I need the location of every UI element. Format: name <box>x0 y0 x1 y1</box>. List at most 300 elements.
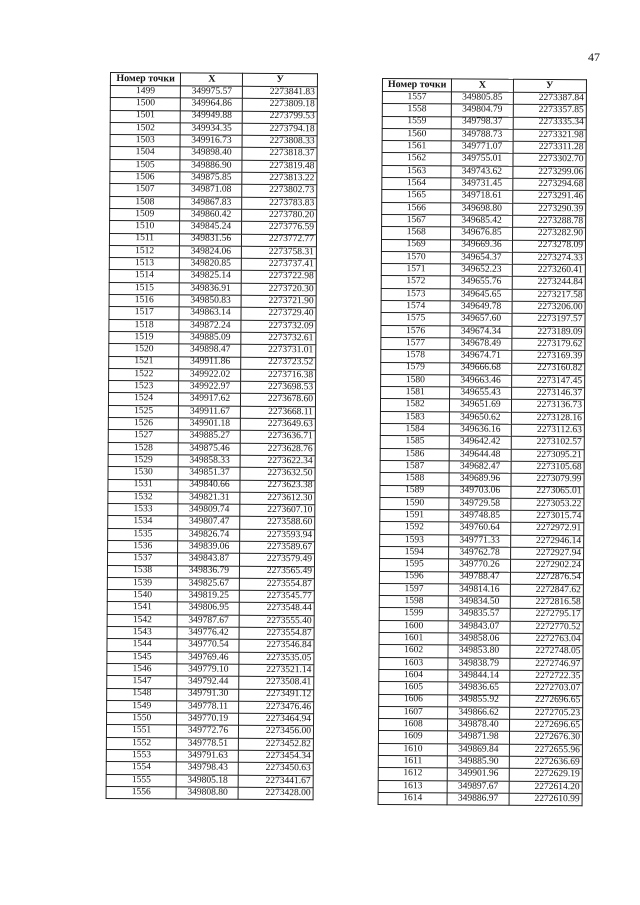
y-coordinate-cell: 2272972.91 <box>510 523 584 536</box>
point-number-cell: 1588 <box>380 473 449 486</box>
point-number-cell: 1607 <box>379 706 448 719</box>
point-number-cell: 1529 <box>108 454 178 467</box>
x-coordinate-cell: 349645.65 <box>450 289 511 302</box>
point-number-cell: 1533 <box>108 504 178 517</box>
y-coordinate-cell: 2273622.34 <box>241 455 316 468</box>
x-coordinate-cell: 349975.57 <box>181 86 243 99</box>
y-coordinate-cell: 2273802.73 <box>242 185 317 198</box>
y-coordinate-cell: 2273819.48 <box>242 160 317 173</box>
y-coordinate-cell: 2273136.73 <box>511 400 585 413</box>
x-coordinate-cell: 349655.43 <box>450 387 511 400</box>
point-number-cell: 1540 <box>107 590 177 603</box>
point-number-cell: 1513 <box>109 258 179 271</box>
y-coordinate-cell: 2273197.57 <box>512 314 586 327</box>
y-coordinate-cell: 2272676.30 <box>509 732 583 745</box>
x-coordinate-cell: 349788.73 <box>451 129 512 142</box>
point-number-cell: 1532 <box>108 491 178 504</box>
x-coordinate-cell: 349885.27 <box>179 430 241 443</box>
y-coordinate-cell: 2273780.20 <box>242 209 317 222</box>
y-coordinate-cell: 2272746.97 <box>509 658 583 671</box>
y-coordinate-cell: 2273321.98 <box>513 129 587 142</box>
y-coordinate-cell: 2273521.14 <box>239 664 314 677</box>
point-number-cell: 1546 <box>107 663 177 676</box>
x-coordinate-cell: 349885.09 <box>179 332 241 345</box>
x-coordinate-cell: 349866.62 <box>448 707 509 720</box>
x-coordinate-cell: 349669.36 <box>451 239 512 252</box>
point-number-cell: 1499 <box>110 86 180 99</box>
point-number-cell: 1510 <box>110 221 180 234</box>
y-coordinate-cell: 2273454.34 <box>239 750 314 763</box>
x-coordinate-cell: 349863.14 <box>179 307 241 320</box>
point-number-cell: 1561 <box>382 141 451 154</box>
x-coordinate-cell: 349650.62 <box>450 412 511 425</box>
point-number-cell: 1504 <box>110 147 180 160</box>
x-coordinate-cell: 349788.47 <box>449 571 510 584</box>
x-coordinate-cell: 349820.85 <box>180 258 242 271</box>
point-number-cell: 1557 <box>382 92 451 105</box>
point-number-cell: 1589 <box>380 485 449 498</box>
y-coordinate-cell: 2272722.35 <box>509 670 583 683</box>
x-coordinate-cell: 349831.56 <box>180 233 242 246</box>
table-header-row <box>382 79 586 93</box>
x-coordinate-cell: 349685.42 <box>451 215 512 228</box>
point-number-cell: 1565 <box>382 190 451 203</box>
point-number-cell: 1595 <box>379 559 448 572</box>
x-coordinate-cell: 349872.24 <box>179 320 241 333</box>
point-number-cell: 1571 <box>381 264 450 277</box>
x-coordinate-cell: 349762.78 <box>449 547 510 560</box>
x-coordinate-cell: 349674.71 <box>450 350 511 363</box>
point-number-cell: 1578 <box>381 350 450 363</box>
x-coordinate-cell: 349922.97 <box>179 381 241 394</box>
point-number-cell: 1525 <box>108 405 178 418</box>
x-coordinate-cell: 349934.35 <box>180 123 242 136</box>
y-coordinate-cell: 2273335.34 <box>513 117 587 130</box>
point-number-cell: 1550 <box>107 713 177 726</box>
x-coordinate-cell: 349651.69 <box>450 399 511 412</box>
point-number-cell: 1573 <box>381 288 450 301</box>
x-coordinate-cell: 349901.18 <box>179 418 241 431</box>
point-number-cell: 1562 <box>382 153 451 166</box>
point-number-cell: 1519 <box>109 331 179 344</box>
x-coordinate-cell: 349805.18 <box>177 775 239 788</box>
y-coordinate-cell: 2273015.74 <box>510 510 584 523</box>
y-coordinate-cell: 2273299.06 <box>512 166 586 179</box>
point-number-cell: 1509 <box>110 208 180 221</box>
point-number-cell: 1548 <box>107 688 177 701</box>
x-coordinate-cell: 349825.67 <box>178 578 240 591</box>
point-number-cell: 1587 <box>380 460 449 473</box>
point-number-cell: 1517 <box>109 307 179 320</box>
x-coordinate-cell: 349875.46 <box>179 443 241 456</box>
x-coordinate-cell: 349897.67 <box>447 781 508 794</box>
y-coordinate-cell: 2273818.37 <box>242 148 317 161</box>
x-coordinate-cell: 349844.14 <box>448 670 509 683</box>
x-coordinate-cell: 349885.90 <box>448 756 509 769</box>
x-coordinate-cell: 349729.58 <box>449 498 510 511</box>
y-coordinate-cell: 2273758.31 <box>242 246 317 259</box>
y-coordinate-cell: 2272610.99 <box>509 793 583 806</box>
x-coordinate-cell: 349839.06 <box>178 541 240 554</box>
y-coordinate-cell: 2272696.65 <box>509 719 583 732</box>
x-coordinate-cell: 349836.79 <box>178 566 240 579</box>
point-number-cell: 1556 <box>106 786 176 799</box>
x-coordinate-cell: 349798.43 <box>177 762 239 775</box>
y-coordinate-cell: 2273579.49 <box>240 554 315 567</box>
x-coordinate-cell: 349649.78 <box>450 301 511 314</box>
x-coordinate-cell: 349825.14 <box>180 270 242 283</box>
point-number-cell: 1585 <box>380 436 449 449</box>
y-coordinate-cell: 2273456.00 <box>239 726 314 739</box>
x-coordinate-cell: 349808.80 <box>176 787 238 800</box>
point-number-cell: 1543 <box>107 627 177 640</box>
x-coordinate-cell: 349805.85 <box>452 92 513 105</box>
point-number-cell: 1545 <box>107 651 177 664</box>
y-coordinate-cell: 2273452.82 <box>239 738 314 751</box>
y-coordinate-cell: 2273720.30 <box>242 283 317 296</box>
point-number-cell: 1601 <box>379 633 448 646</box>
x-coordinate-cell: 349760.64 <box>449 522 510 535</box>
y-coordinate-cell: 2273128.16 <box>511 412 585 425</box>
point-number-cell: 1586 <box>380 448 449 461</box>
x-coordinate-cell: 349809.74 <box>178 504 240 517</box>
y-coordinate-cell: 2273535.05 <box>239 652 314 665</box>
point-number-cell: 1593 <box>380 534 449 547</box>
y-coordinate-cell: 2272655.96 <box>509 744 583 757</box>
x-coordinate-cell: 349850.83 <box>179 295 241 308</box>
x-coordinate-cell: 349731.45 <box>451 178 512 191</box>
y-coordinate-cell: 2273278.09 <box>512 240 586 253</box>
page-number: 47 <box>588 50 600 64</box>
x-coordinate-cell: 349840.66 <box>178 479 240 492</box>
point-number-cell: 1581 <box>381 387 450 400</box>
point-number-cell: 1547 <box>107 676 177 689</box>
y-coordinate-cell: 2273169.39 <box>511 351 585 364</box>
y-coordinate-cell: 2273189.09 <box>511 326 585 339</box>
point-number-cell: 1592 <box>380 522 449 535</box>
point-number-cell: 1527 <box>108 430 178 443</box>
x-coordinate-cell: 349682.47 <box>449 461 510 474</box>
coordinates-table-left <box>106 72 318 800</box>
point-number-cell: 1534 <box>108 516 178 529</box>
y-coordinate-cell: 2273612.30 <box>240 492 315 505</box>
x-coordinate-cell: 349778.11 <box>177 701 239 714</box>
point-number-cell: 1570 <box>381 251 450 264</box>
point-number-cell: 1583 <box>380 411 449 424</box>
point-number-cell: 1522 <box>109 368 179 381</box>
y-coordinate-cell: 2273731.01 <box>241 345 316 358</box>
x-coordinate-cell: 349834.50 <box>449 596 510 609</box>
y-coordinate-cell: 2273112.63 <box>511 424 585 437</box>
x-coordinate-cell: 349663.46 <box>450 375 511 388</box>
y-coordinate-cell: 2273476.46 <box>239 701 314 714</box>
y-coordinate-cell: 2273179.62 <box>511 338 585 351</box>
point-number-cell: 1576 <box>381 325 450 338</box>
x-coordinate-cell: 349776.42 <box>177 627 239 640</box>
x-coordinate-cell: 349843.07 <box>448 621 509 634</box>
y-coordinate-cell: 2273282.90 <box>512 228 586 241</box>
header-y: У <box>513 79 587 92</box>
y-coordinate-cell: 2273732.09 <box>241 320 316 333</box>
y-coordinate-cell: 2273291.46 <box>512 191 586 204</box>
x-coordinate-cell: 349804.79 <box>452 104 513 117</box>
x-coordinate-cell: 349916.73 <box>180 135 242 148</box>
y-coordinate-cell: 2272847.62 <box>510 584 584 597</box>
point-number-cell: 1568 <box>382 227 451 240</box>
y-coordinate-cell: 2273428.00 <box>239 787 314 800</box>
x-coordinate-cell: 349806.95 <box>178 602 240 615</box>
x-coordinate-cell: 349901.96 <box>448 768 509 781</box>
y-coordinate-cell: 2273217.58 <box>512 289 586 302</box>
point-number-cell: 1594 <box>380 546 449 559</box>
y-coordinate-cell: 2273357.85 <box>513 105 587 118</box>
x-coordinate-cell: 349917.62 <box>179 393 241 406</box>
x-coordinate-cell: 349878.40 <box>448 719 509 732</box>
point-number-cell: 1511 <box>109 233 179 246</box>
point-number-cell: 1523 <box>109 381 179 394</box>
point-number-cell: 1552 <box>106 737 176 750</box>
point-number-cell: 1564 <box>382 178 451 191</box>
x-coordinate-cell: 349666.68 <box>450 362 511 375</box>
y-coordinate-cell: 2273808.33 <box>243 135 318 148</box>
y-coordinate-cell: 2272927.94 <box>510 547 584 560</box>
x-coordinate-cell: 349836.65 <box>448 682 509 695</box>
header-y: У <box>243 73 318 86</box>
point-number-cell: 1515 <box>109 282 179 295</box>
point-number-cell: 1524 <box>108 393 178 406</box>
x-coordinate-cell: 349819.25 <box>178 590 240 603</box>
point-number-cell: 1526 <box>108 418 178 431</box>
y-coordinate-cell: 2272614.20 <box>509 781 583 794</box>
x-coordinate-cell: 349743.62 <box>451 166 512 179</box>
x-coordinate-cell: 349770.54 <box>177 639 239 652</box>
x-coordinate-cell: 349898.40 <box>180 147 242 160</box>
point-number-cell: 1613 <box>378 780 447 793</box>
y-coordinate-cell: 2272763.04 <box>510 633 584 646</box>
point-number-cell: 1610 <box>378 743 447 756</box>
point-number-cell: 1612 <box>378 768 447 781</box>
point-number-cell: 1560 <box>382 128 451 141</box>
y-coordinate-cell: 2273545.77 <box>240 590 315 603</box>
x-coordinate-cell: 349867.83 <box>180 197 242 210</box>
x-coordinate-cell: 349655.76 <box>451 276 512 289</box>
x-coordinate-cell: 349871.08 <box>180 184 242 197</box>
x-coordinate-cell: 349657.60 <box>450 313 511 326</box>
point-number-cell: 1584 <box>380 424 449 437</box>
point-number-cell: 1551 <box>106 725 176 738</box>
point-number-cell: 1541 <box>107 602 177 615</box>
point-number-cell: 1516 <box>109 295 179 308</box>
point-number-cell: 1614 <box>378 792 447 805</box>
x-coordinate-cell: 349769.46 <box>177 652 239 665</box>
point-number-cell: 1567 <box>382 214 451 227</box>
point-number-cell: 1555 <box>106 774 176 787</box>
point-number-cell: 1575 <box>381 313 450 326</box>
x-coordinate-cell: 349814.16 <box>449 584 510 597</box>
point-number-cell: 1603 <box>379 657 448 670</box>
point-number-cell: 1505 <box>110 159 180 172</box>
point-number-cell: 1563 <box>382 165 451 178</box>
point-number-cell: 1577 <box>381 337 450 350</box>
point-number-cell: 1530 <box>108 467 178 480</box>
x-coordinate-cell: 349636.16 <box>450 424 511 437</box>
x-coordinate-cell: 349771.07 <box>451 141 512 154</box>
header-x: X <box>452 79 513 92</box>
table-body-right <box>378 92 586 806</box>
x-coordinate-cell: 349772.76 <box>177 725 239 738</box>
x-coordinate-cell: 349779.10 <box>177 664 239 677</box>
point-number-cell: 1553 <box>106 750 176 763</box>
y-coordinate-cell: 2273206.00 <box>512 301 586 314</box>
y-coordinate-cell: 2273799.53 <box>243 111 318 124</box>
point-number-cell: 1558 <box>382 104 451 117</box>
y-coordinate-cell: 2273841.83 <box>243 86 318 99</box>
y-coordinate-cell: 2273095.21 <box>511 449 585 462</box>
point-number-cell: 1538 <box>107 565 177 578</box>
x-coordinate-cell: 349964.86 <box>181 98 243 111</box>
y-coordinate-cell: 2273079.99 <box>511 473 585 486</box>
y-coordinate-cell: 2273678.60 <box>241 394 316 407</box>
point-number-cell: 1528 <box>108 442 178 455</box>
point-number-cell: 1521 <box>109 356 179 369</box>
y-coordinate-cell: 2273737.41 <box>242 258 317 271</box>
header-x: X <box>181 73 243 86</box>
y-coordinate-cell: 2273588.60 <box>240 517 315 530</box>
point-number-cell: 1596 <box>379 571 448 584</box>
y-coordinate-cell: 2273565.49 <box>240 566 315 579</box>
point-number-cell: 1580 <box>381 374 450 387</box>
x-coordinate-cell: 349922.02 <box>179 369 241 382</box>
x-coordinate-cell: 349851.37 <box>178 467 240 480</box>
x-coordinate-cell: 349787.67 <box>177 615 239 628</box>
x-coordinate-cell: 349807.47 <box>178 516 240 529</box>
y-coordinate-cell: 2273290.39 <box>512 203 586 216</box>
y-coordinate-cell: 2273546.84 <box>239 640 314 653</box>
y-coordinate-cell: 2273721.90 <box>242 295 317 308</box>
x-coordinate-cell: 349770.19 <box>177 713 239 726</box>
point-number-cell: 1574 <box>381 301 450 314</box>
x-coordinate-cell: 349838.79 <box>448 658 509 671</box>
y-coordinate-cell: 2273794.18 <box>243 123 318 136</box>
point-number-cell: 1518 <box>109 319 179 332</box>
y-coordinate-cell: 2273649.63 <box>241 418 316 431</box>
x-coordinate-cell: 349755.01 <box>451 153 512 166</box>
point-number-cell: 1501 <box>110 110 180 123</box>
y-coordinate-cell: 2273464.94 <box>239 713 314 726</box>
x-coordinate-cell: 349845.24 <box>180 221 242 234</box>
y-coordinate-cell: 2273105.68 <box>511 461 585 474</box>
x-coordinate-cell: 349791.63 <box>177 750 239 763</box>
y-coordinate-cell: 2272636.69 <box>509 756 583 769</box>
point-number-cell: 1579 <box>381 362 450 375</box>
point-number-cell: 1520 <box>109 344 179 357</box>
y-coordinate-cell: 2272696.65 <box>509 695 583 708</box>
x-coordinate-cell: 349843.87 <box>178 553 240 566</box>
x-coordinate-cell: 349698.80 <box>451 203 512 216</box>
point-number-cell: 1604 <box>379 669 448 682</box>
point-number-cell: 1503 <box>110 135 180 148</box>
x-coordinate-cell: 349718.61 <box>451 190 512 203</box>
header-point-number: Номер точки <box>382 79 451 92</box>
y-coordinate-cell: 2273716.38 <box>241 369 316 382</box>
x-coordinate-cell: 349949.88 <box>181 111 243 124</box>
y-coordinate-cell: 2273636.71 <box>241 431 316 444</box>
y-coordinate-cell: 2273147.45 <box>511 375 585 388</box>
point-number-cell: 1549 <box>107 700 177 713</box>
point-number-cell: 1591 <box>380 510 449 523</box>
y-coordinate-cell: 2273772.77 <box>242 234 317 247</box>
y-coordinate-cell: 2273288.78 <box>512 215 586 228</box>
point-number-cell: 1554 <box>106 762 176 775</box>
x-coordinate-cell: 349792.44 <box>177 676 239 689</box>
y-coordinate-cell: 2273555.40 <box>240 615 315 628</box>
y-coordinate-cell: 2273729.40 <box>241 308 316 321</box>
y-coordinate-cell: 2273668.11 <box>241 406 316 419</box>
table-header-row <box>110 73 317 87</box>
x-coordinate-cell: 349703.06 <box>449 485 510 498</box>
x-coordinate-cell: 349858.06 <box>448 633 509 646</box>
point-number-cell: 1566 <box>382 202 451 215</box>
x-coordinate-cell: 349674.34 <box>450 326 511 339</box>
x-coordinate-cell: 349860.42 <box>180 209 242 222</box>
x-coordinate-cell: 349858.33 <box>178 455 240 468</box>
table-row <box>106 786 313 800</box>
y-coordinate-cell: 2273548.44 <box>240 603 315 616</box>
x-coordinate-cell: 349911.86 <box>179 356 241 369</box>
point-number-cell: 1582 <box>380 399 449 412</box>
y-coordinate-cell: 2273554.87 <box>240 627 315 640</box>
y-coordinate-cell: 2272795.17 <box>510 609 584 622</box>
point-number-cell: 1507 <box>110 184 180 197</box>
x-coordinate-cell: 349886.90 <box>180 160 242 173</box>
x-coordinate-cell: 349898.47 <box>179 344 241 357</box>
point-number-cell: 1608 <box>379 719 448 732</box>
point-number-cell: 1512 <box>109 245 179 258</box>
y-coordinate-cell: 2273722.98 <box>242 271 317 284</box>
point-number-cell: 1500 <box>110 98 180 111</box>
point-number-cell: 1537 <box>107 553 177 566</box>
point-number-cell: 1572 <box>381 276 450 289</box>
point-number-cell: 1602 <box>379 645 448 658</box>
y-coordinate-cell: 2272629.19 <box>509 769 583 782</box>
y-coordinate-cell: 2273244.84 <box>512 277 586 290</box>
y-coordinate-cell: 2272703.07 <box>509 683 583 696</box>
x-coordinate-cell: 349689.96 <box>449 473 510 486</box>
x-coordinate-cell: 349869.84 <box>448 744 509 757</box>
x-coordinate-cell: 349853.80 <box>448 645 509 658</box>
point-number-cell: 1508 <box>110 196 180 209</box>
y-coordinate-cell: 2273809.18 <box>243 99 318 112</box>
point-number-cell: 1609 <box>378 731 447 744</box>
y-coordinate-cell: 2273554.87 <box>240 578 315 591</box>
x-coordinate-cell: 349748.85 <box>449 510 510 523</box>
y-coordinate-cell: 2272705.23 <box>509 707 583 720</box>
point-number-cell: 1597 <box>379 583 448 596</box>
y-coordinate-cell: 2273623.38 <box>240 480 315 493</box>
x-coordinate-cell: 349770.26 <box>449 559 510 572</box>
y-coordinate-cell: 2272770.52 <box>510 621 584 634</box>
y-coordinate-cell: 2273065.01 <box>510 486 584 499</box>
x-coordinate-cell: 349678.49 <box>450 338 511 351</box>
point-number-cell: 1536 <box>108 540 178 553</box>
point-number-cell: 1605 <box>379 682 448 695</box>
coordinates-table-right <box>378 78 587 806</box>
x-coordinate-cell: 349824.06 <box>180 246 242 259</box>
x-coordinate-cell: 349652.23 <box>451 264 512 277</box>
y-coordinate-cell: 2272876.54 <box>510 572 584 585</box>
y-coordinate-cell: 2273260.41 <box>512 264 586 277</box>
y-coordinate-cell: 2272816.58 <box>510 596 584 609</box>
